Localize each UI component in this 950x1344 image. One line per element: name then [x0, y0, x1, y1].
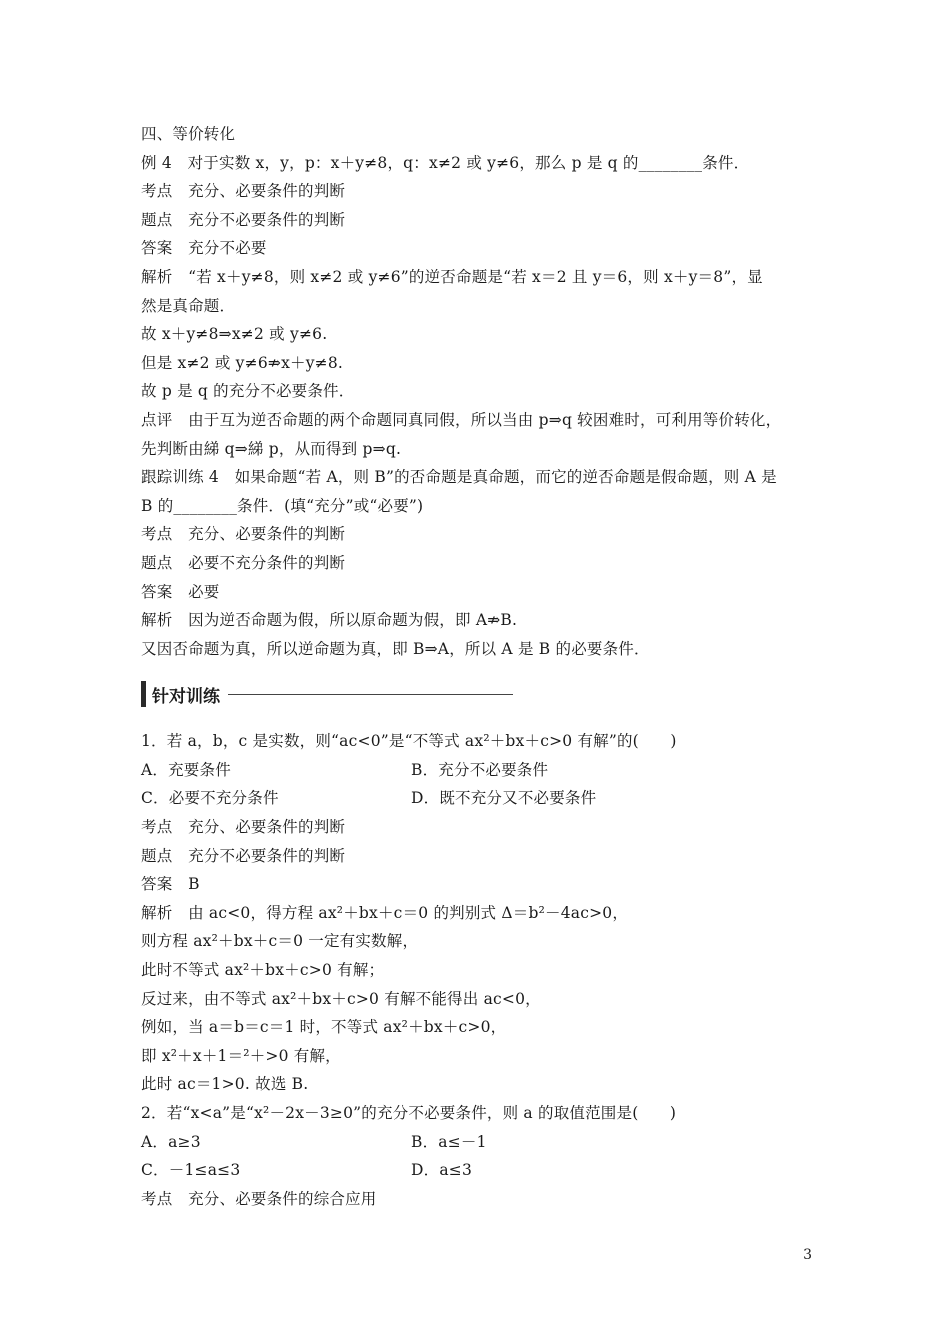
- section-title: 针对训练: [152, 686, 220, 707]
- text-line: 故 x＋y≠8⇒x≠2 或 y≠6.: [141, 325, 328, 344]
- options-row: [141, 756, 831, 785]
- text-line: 故 p 是 q 的充分不必要条件．: [141, 382, 355, 401]
- question-2: [141, 1099, 831, 1213]
- text-line: B 的________条件．(填“充分”或“必要”): [141, 496, 424, 515]
- text-line: 考点 充分、必要条件的综合应用: [141, 1189, 377, 1208]
- text-line: 又因否命题为真，所以逆命题为真，即 B⇒A，所以 A 是 B 的必要条件．: [141, 639, 650, 658]
- section-bar: [141, 681, 146, 707]
- option-b: B．充分不必要条件: [411, 760, 549, 779]
- document-page: [141, 120, 831, 1213]
- option-d: D．a≤3: [411, 1161, 473, 1180]
- text-line: 四、等价转化: [141, 125, 236, 143]
- text-line: 解析 因为逆否命题为假，所以原命题为假，即 A⇏B.: [141, 611, 518, 630]
- text-line: 答案 充分不必要: [141, 239, 267, 258]
- section-rule: [228, 694, 513, 695]
- text-line: 解析 “若 x＋y≠8，则 x≠2 或 y≠6”的逆否命题是“若 x＝2 且 y＝6，则 x＋y＝8”，显: [141, 267, 763, 286]
- text-line: 先判断由綈 q⇒綈 p，从而得到 p⇒q.: [141, 439, 402, 458]
- text-line: 例 4 对于实数 x，y，p：x＋y≠8，q：x≠2 或 y≠6，那么 p 是 q 的________条件．: [141, 153, 750, 172]
- text-line: 例如，当 a＝b＝c＝1 时，不等式 ax²＋bx＋c>0，: [141, 1018, 507, 1037]
- options-row: [141, 1156, 831, 1185]
- text-line: 考点 充分、必要条件的判断: [141, 182, 346, 201]
- text-line: 考点 充分、必要条件的判断: [141, 818, 346, 837]
- option-c: C．必要不充分条件: [141, 789, 279, 808]
- text-line: 则方程 ax²＋bx＋c＝0 一定有实数解，: [141, 932, 419, 951]
- text-line: 然是真命题．: [141, 296, 236, 315]
- text-line: 考点 充分、必要条件的判断: [141, 525, 346, 544]
- option-c: C．－1≤a≤3: [141, 1161, 241, 1180]
- text-line: 但是 x≠2 或 y≠6⇏x＋y≠8.: [141, 353, 344, 372]
- option-a: A．a≥3: [141, 1132, 201, 1151]
- text-line: 题点 充分不必要条件的判断: [141, 210, 346, 229]
- options-row: [141, 784, 831, 813]
- question-1: [141, 727, 831, 1099]
- lines-top: [141, 120, 831, 663]
- text-line: 跟踪训练 4 如果命题“若 A，则 B”的否命题是真命题，而它的逆否命题是假命题，则 A 是: [141, 468, 777, 487]
- option-b: B．a≤－1: [411, 1132, 487, 1151]
- text-line: 此时不等式 ax²＋bx＋c>0 有解；: [141, 961, 385, 980]
- text-line: 答案 B: [141, 875, 200, 894]
- text-line: 反过来，由不等式 ax²＋bx＋c>0 有解不能得出 ac<0，: [141, 989, 541, 1008]
- text-line: 解析 由 ac<0，得方程 ax²＋bx＋c＝0 的判别式 Δ＝b²－4ac>0，: [141, 903, 629, 922]
- option-a: A．充要条件: [141, 760, 231, 779]
- page-number: 3: [803, 1247, 812, 1263]
- question-stem: 1．若 a，b，c 是实数，则“ac<0”是“不等式 ax²＋bx＋c>0 有解”的( ): [141, 732, 677, 751]
- options-row: [141, 1128, 831, 1157]
- option-d: D．既不充分又不必要条件: [411, 789, 597, 808]
- text-line: 即 x²＋x＋1＝²＋>0 有解，: [141, 1046, 341, 1065]
- text-line: 此时 ac＝1>0. 故选 B.: [141, 1075, 309, 1094]
- section-header: [141, 675, 831, 713]
- text-line: 答案 必要: [141, 582, 220, 601]
- text-line: 题点 充分不必要条件的判断: [141, 846, 346, 865]
- text-line: 题点 必要不充分条件的判断: [141, 553, 346, 572]
- text-line: 点评 由于互为逆否命题的两个命题同真同假，所以当由 p⇒q 较困难时，可利用等价转化，: [141, 410, 782, 429]
- question-stem: 2．若“x<a”是“x²－2x－3≥0”的充分不必要条件，则 a 的取值范围是( ): [141, 1104, 677, 1122]
